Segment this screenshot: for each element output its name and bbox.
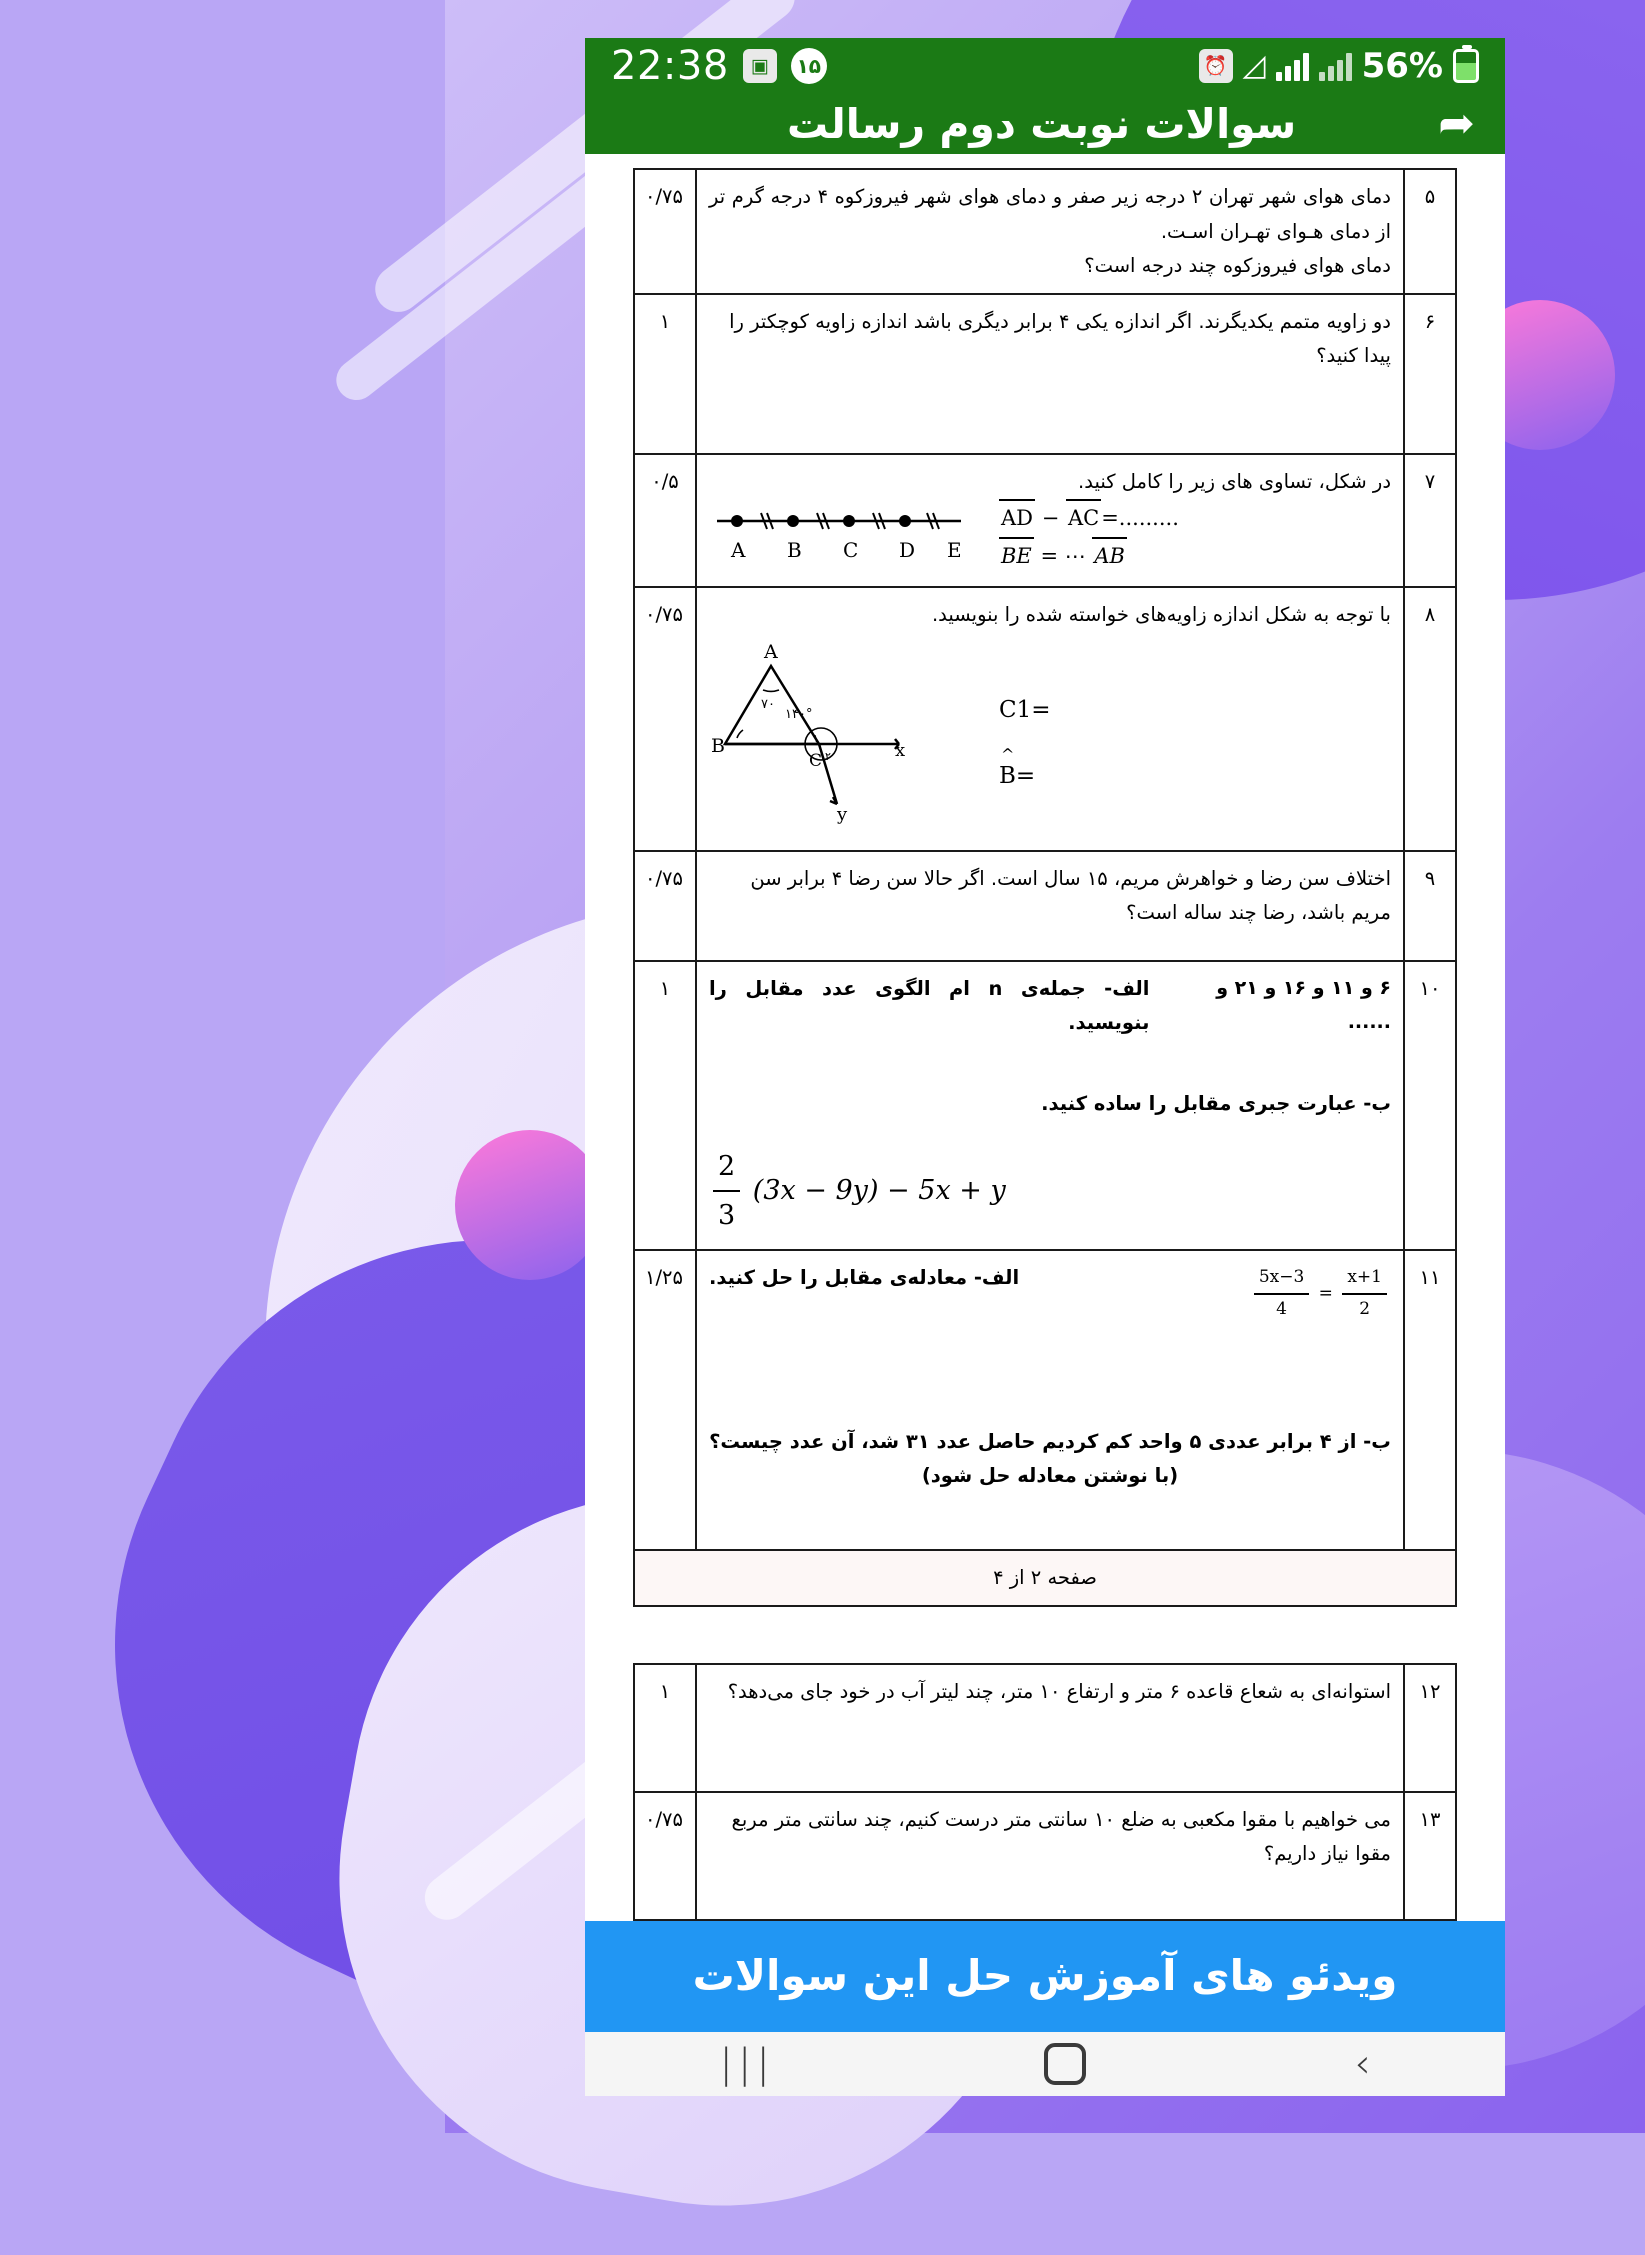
figure-label: C [843, 537, 859, 562]
svg-text:C: C [809, 751, 823, 772]
back-icon[interactable]: ‹ [1354, 2041, 1371, 2088]
question-score: ۱ [634, 1664, 696, 1792]
status-bar-left [611, 43, 827, 89]
fraction-numerator: x+1 [1342, 1263, 1387, 1295]
question-line: دمای هوای شهر تهران ۲ درجه زیر صفر و دمای هوای شهر فیروزکوه ۴ درجه گرم تر از دمای هـوای تهـران اسـت. [709, 185, 1391, 243]
app-title-bar [585, 94, 1505, 155]
question-body [696, 294, 1404, 454]
question-line: استوانه‌ای به شعاع قاعده ۶ متر و ارتفاع ۱۰ متر، چند لیتر آب در خود جای می‌دهد؟ [727, 1680, 1391, 1704]
svg-text:x: x [895, 740, 906, 762]
question-score: ۰/۷۵ [634, 587, 696, 851]
signal-bars-secondary-icon [1319, 51, 1352, 81]
svg-text:۱۴۰°: ۱۴۰° [785, 707, 813, 723]
pattern-sequence: ۶ و ۱۱ و ۱۶ و ۲۱ و ...... [1216, 977, 1391, 1033]
battery-icon [1453, 49, 1479, 83]
notification-badge: ۱۵ [791, 48, 827, 84]
svg-text:B: B [711, 735, 725, 758]
question-body [696, 961, 1404, 1250]
fraction-numerator: 5x−3 [1254, 1263, 1309, 1295]
share-icon[interactable]: ➦ [1438, 98, 1475, 149]
recent-apps-icon[interactable]: ||| [719, 2041, 775, 2088]
table-row [634, 587, 1456, 851]
question-number: ۱۲ [1404, 1664, 1456, 1792]
document-viewer[interactable] [585, 154, 1505, 1921]
question-number: ۸ [1404, 587, 1456, 851]
table-row [634, 961, 1456, 1250]
question-score: ۰/۷۵ [634, 851, 696, 961]
question-number: ۵ [1404, 169, 1456, 293]
table-row [634, 169, 1456, 293]
system-navigation-bar [585, 2032, 1505, 2096]
question-number: ۱۳ [1404, 1792, 1456, 1920]
figure-label: E [947, 537, 962, 562]
figure-label: B [787, 537, 802, 562]
bg-circle-gradient-left [455, 1130, 605, 1280]
question-part-b: ب- عبارت جبری مقابل را ساده کنید. [1041, 1091, 1391, 1115]
page-footer-row [634, 1550, 1456, 1606]
svg-text:۷۰: ۷۰ [761, 697, 775, 713]
figure-label: A [731, 537, 746, 562]
questions-table-page2 [633, 168, 1457, 1607]
table-row [634, 1250, 1456, 1550]
question-part-a: الف- معادله‌ی مقابل را حل کنید. [709, 1266, 1020, 1290]
question-number: ۷ [1404, 454, 1456, 587]
alarm-icon: ⏰ [1199, 49, 1233, 83]
question-score: ۱ [634, 961, 696, 1250]
question-body: $\frac{5x-3}{4}$ = $\frac{x+1}{2}$ الف- معادله‌ی مقابل را حل کنید. ب- از ۴ برابر عددی ۵ واحد کم کردیم حاصل عدد ۳۱ شد، آن عدد چیست؟ (با نوشتن معادله حل شود) [696, 1250, 1404, 1550]
page-title: سوالات نوبت دوم رسالت [786, 100, 1297, 148]
question-body [696, 1792, 1404, 1920]
signal-bars-icon [1276, 51, 1309, 81]
table-row [634, 851, 1456, 961]
svg-text:۲: ۲ [825, 750, 831, 764]
question-line: می خواهیم با مقوا مکعبی به ضلع ۱۰ سانتی متر درست کنیم، چند سانتی متر مربع مقوا نیاز داریم؟ [731, 1808, 1391, 1866]
question-part-b: ب- از ۴ برابر عددی ۵ واحد کم کردیم حاصل عدد ۳۱ شد، آن عدد چیست؟ (با نوشتن معادله حل شود) [709, 1429, 1391, 1487]
battery-percent-label: 56% [1361, 45, 1443, 86]
question-score: ۰/۷۵ [634, 169, 696, 293]
triangle-figure [709, 634, 909, 840]
fraction-denominator: 4 [1276, 1298, 1287, 1319]
questions-table-page3 [633, 1663, 1457, 1921]
question-body [696, 1664, 1404, 1792]
home-icon[interactable] [1044, 2043, 1086, 2085]
question-line: دمای هوای فیروزکوه چند درجه است؟ [1084, 253, 1391, 277]
status-clock: 22:38 [611, 42, 729, 89]
svg-text:y: y [837, 804, 848, 826]
answer-slot-b: B= [999, 763, 1036, 790]
question-part-a: الف- جمله‌ی n ام الگوی عدد مقابل را بنویسید. [709, 977, 1150, 1035]
table-row [634, 1792, 1456, 1920]
status-bar [585, 38, 1505, 94]
question-score: ۱/۲۵ [634, 1250, 696, 1550]
question-line: اختلاف سن رضا و خواهرش مریم، ۱۵ سال است. اگر حالا سن رضا ۴ برابر سن مریم باشد، رضا چند ساله است؟ [750, 867, 1391, 925]
wifi-icon: ◿ [1242, 48, 1266, 84]
page-footer-label: صفحه ۲ از ۴ [634, 1550, 1456, 1606]
question-line: دو زاویه متمم یکدیگرند. اگر اندازه یکی ۴ برابر دیگری باشد اندازه زاویه کوچکتر را پیدا کنید؟ [729, 309, 1391, 367]
answer-slot-c1: C1= [999, 697, 1051, 724]
question-number: ۱۰ [1404, 961, 1456, 1250]
table-row [634, 294, 1456, 454]
question-number: ۱۱ [1404, 1250, 1456, 1550]
question-line: در شکل، تساوی های زیر را کامل کنید. [1078, 469, 1391, 493]
svg-text:۱: ۱ [813, 732, 819, 746]
segment-figure [709, 503, 969, 576]
question-body [696, 169, 1404, 293]
question-score: ۰/۵ [634, 454, 696, 587]
figure-label: D [899, 537, 916, 562]
question-number: ۹ [1404, 851, 1456, 961]
question-body [696, 851, 1404, 961]
phone-screen [585, 38, 1505, 2096]
fraction-numerator: 2 [713, 1143, 740, 1192]
image-icon: ▣ [743, 49, 777, 83]
fraction-denominator: 2 [1359, 1298, 1371, 1319]
table-row [634, 1664, 1456, 1792]
question-number: ۶ [1404, 294, 1456, 454]
question-score: ۰/۷۵ [634, 1792, 696, 1920]
algebraic-expression: (3x − 9y) − 5x + y [752, 1174, 1006, 1206]
question-body: در شکل، تساوی های زیر را کامل کنید. A B C D E AD − AC=......... BE = ⋯ AB [696, 454, 1404, 587]
watch-videos-button[interactable]: ویدئو های آموزش حل این سوالات [585, 1921, 1505, 2032]
svg-text:A: A [764, 641, 778, 664]
page-gap [633, 1607, 1457, 1663]
question-score: ۱ [634, 294, 696, 454]
status-bar-right [1199, 46, 1479, 86]
table-row [634, 454, 1456, 587]
question-body: با توجه به شکل اندازه زاویه‌های خواسته شده را بنویسید. A B C x y ۷۰ ۱۴۰° ۱ ۲ C1= ^ B= [696, 587, 1404, 851]
question-line: با توجه به شکل اندازه زاویه‌های خواسته شده را بنویسید. [931, 603, 1391, 627]
fraction-denominator: 3 [718, 1199, 736, 1231]
